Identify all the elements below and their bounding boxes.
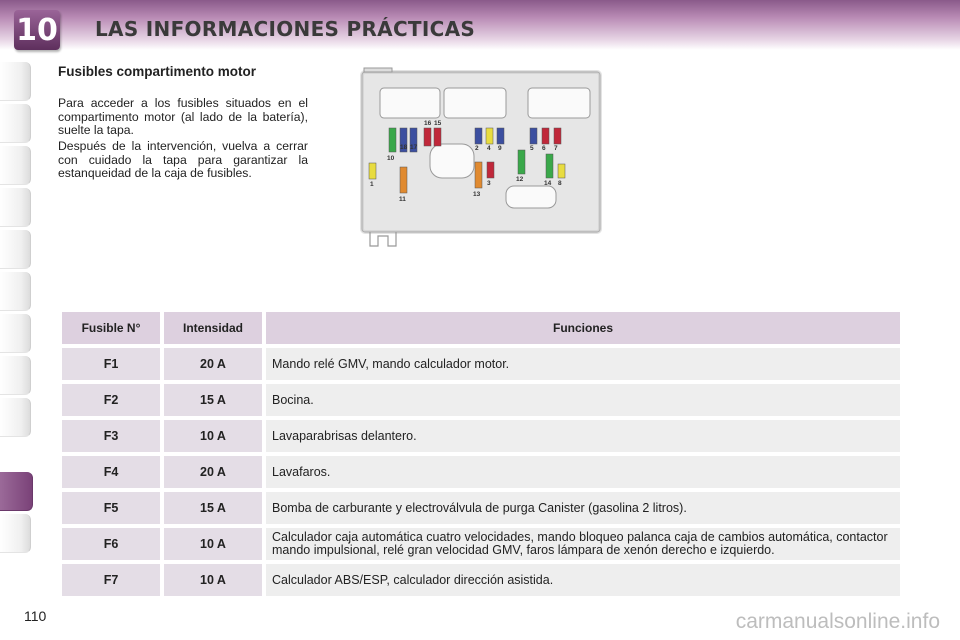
chapter-badge: 10 (14, 10, 60, 50)
side-tab-3[interactable] (0, 146, 31, 185)
fuse-function: Lavaparabrisas delantero. (266, 420, 900, 452)
side-tab-4[interactable] (0, 188, 31, 227)
fuse-13 (475, 162, 482, 188)
side-tab-11[interactable] (0, 514, 31, 553)
label-2: 2 (475, 145, 479, 152)
chapter-title: LAS INFORMACIONES PRÁCTICAS (95, 17, 476, 41)
bottom-clip (370, 232, 396, 246)
fuse-7 (554, 128, 561, 144)
fuse-amperage: 20 A (164, 348, 262, 380)
fuse-4 (486, 128, 493, 144)
side-tab-8[interactable] (0, 356, 31, 395)
table-row (62, 384, 900, 416)
fuse-function: Mando relé GMV, mando calculador motor. (266, 348, 900, 380)
fuse-16 (424, 128, 431, 146)
side-tab-5[interactable] (0, 230, 31, 269)
fuse-id: F2 (62, 384, 160, 416)
fuse-function: Bocina. (266, 384, 900, 416)
label-15: 15 (434, 120, 442, 127)
fuse-5 (530, 128, 537, 144)
fuse-1 (369, 163, 376, 179)
side-tab-2[interactable] (0, 104, 31, 143)
label-17: 17 (410, 144, 418, 151)
fuse-12 (518, 150, 525, 174)
header-intensity: Intensidad (164, 312, 262, 344)
fuse-2 (475, 128, 482, 144)
fuse-function: Calculador ABS/ESP, calculador dirección asistida. (266, 564, 900, 596)
label-9: 9 (498, 145, 502, 152)
label-11: 11 (399, 196, 406, 203)
fuse-function: Bomba de carburante y electroválvula de purga Canister (gasolina 2 litros). (266, 492, 900, 524)
label-4: 4 (487, 145, 491, 152)
relay-block-3 (528, 88, 590, 118)
fuse-box-diagram (356, 64, 606, 250)
fuse-id: F5 (62, 492, 160, 524)
top-clip (364, 68, 392, 72)
fuse-table (58, 308, 904, 600)
fuse-amperage: 10 A (164, 564, 262, 596)
fuse-id: F4 (62, 456, 160, 488)
fuse-function: Lavafaros. (266, 456, 900, 488)
table-row (62, 456, 900, 488)
watermark: carmanualsonline.info (735, 610, 940, 633)
table-row (62, 528, 900, 560)
table-row (62, 492, 900, 524)
relay-block-1 (380, 88, 440, 118)
fuse-amperage: 20 A (164, 456, 262, 488)
label-10: 10 (387, 155, 395, 162)
fuse-6 (542, 128, 549, 144)
label-1: 1 (370, 181, 374, 188)
relay-block-2 (444, 88, 506, 118)
side-tab-9[interactable] (0, 398, 31, 437)
section-title: Fusibles compartimento motor (58, 64, 257, 79)
fuse-amperage: 10 A (164, 528, 262, 560)
paragraph-access: Para acceder a los fusibles situados en el compartimento motor (al lado de la batería), suelte la tapa. (58, 96, 308, 137)
fuse-11 (400, 167, 407, 193)
fuse-3 (487, 162, 494, 178)
fuse-amperage: 15 A (164, 492, 262, 524)
fuse-15 (434, 128, 441, 146)
fuse-id: F1 (62, 348, 160, 380)
label-12: 12 (516, 176, 524, 183)
fuse-function: Calculador caja automática cuatro velocidades, mando bloqueo palanca caja de cambios automática, contactor mando impulsional, relé gran velocidad GMV, faros lámpara de xenón derecho e izquierdo. (266, 528, 900, 560)
paragraph-close: Después de la intervención, vuelva a cerrar con cuidado la tapa para garantizar la estanqueidad de la caja de fusibles. (58, 139, 308, 180)
label-5: 5 (530, 145, 534, 152)
label-16: 16 (424, 120, 432, 127)
label-8: 8 (558, 180, 562, 187)
label-3: 3 (487, 180, 491, 187)
label-18: 18 (400, 144, 408, 151)
fuse-id: F3 (62, 420, 160, 452)
label-7: 7 (554, 145, 558, 152)
side-tab-1[interactable] (0, 62, 31, 101)
label-13: 13 (473, 191, 481, 198)
fuse-14 (546, 154, 553, 178)
page-number: 110 (24, 608, 47, 624)
label-14: 14 (544, 180, 552, 187)
header-functions: Funciones (266, 312, 900, 344)
center-opening (430, 144, 474, 178)
lower-opening (506, 186, 556, 208)
table-row (62, 564, 900, 596)
fuse-amperage: 15 A (164, 384, 262, 416)
fuse-9 (497, 128, 504, 144)
table-row (62, 420, 900, 452)
fuse-amperage: 10 A (164, 420, 262, 452)
label-6: 6 (542, 145, 546, 152)
side-tab-6[interactable] (0, 272, 31, 311)
fuse-table-header (62, 312, 900, 344)
side-tab-10-active[interactable] (0, 472, 33, 511)
fuse-10 (389, 128, 396, 152)
table-row (62, 348, 900, 380)
fuse-id: F6 (62, 528, 160, 560)
side-tabs (0, 62, 30, 582)
header-fuse-number: Fusible N° (62, 312, 160, 344)
fuse-id: F7 (62, 564, 160, 596)
fuse-8 (558, 164, 565, 178)
side-tab-7[interactable] (0, 314, 31, 353)
